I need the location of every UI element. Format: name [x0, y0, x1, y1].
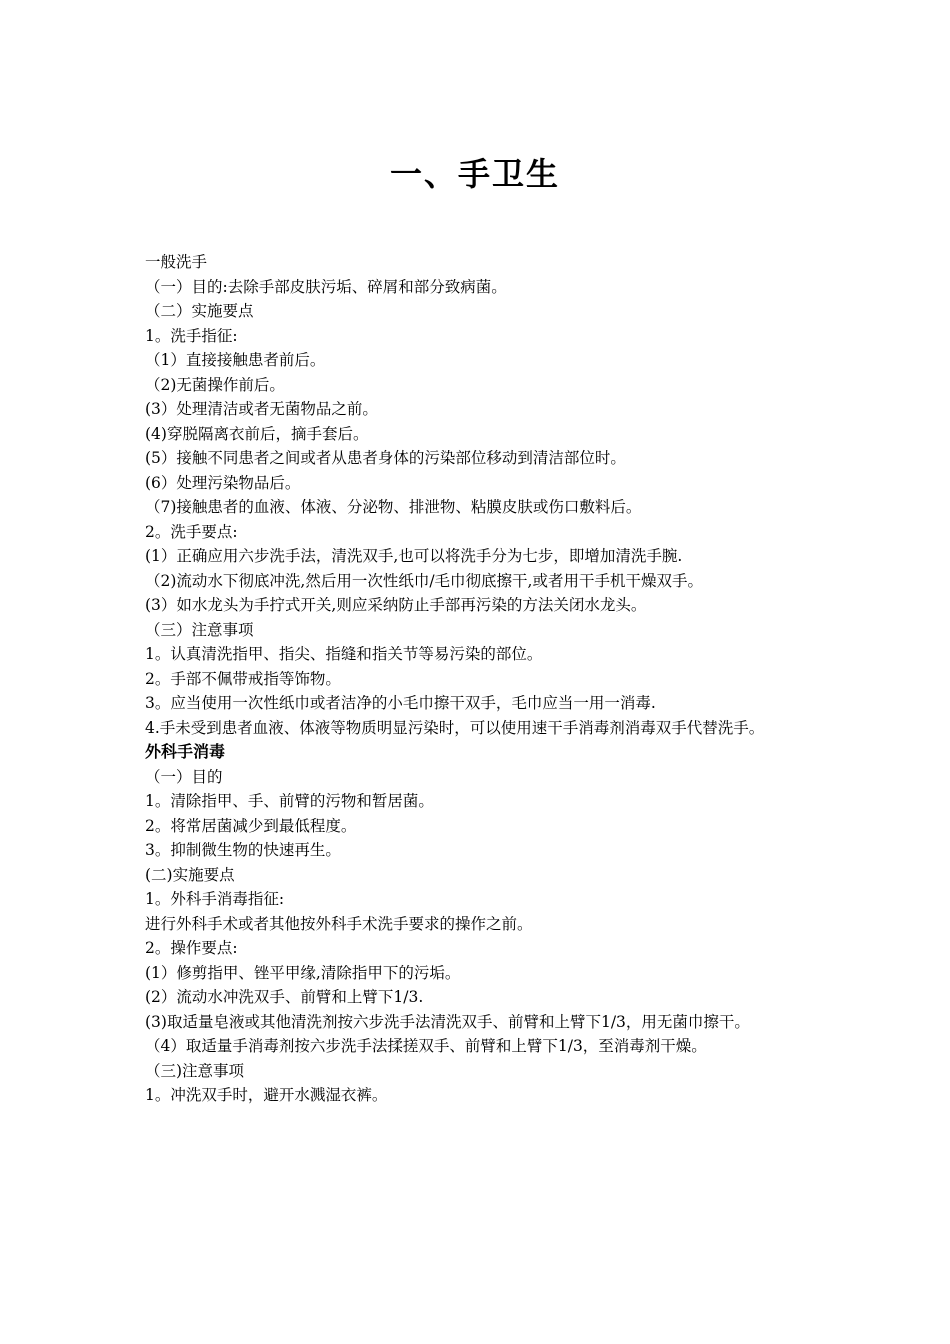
text-line: 进行外科手术或者其他按外科手术洗手要求的操作之前。	[145, 914, 533, 933]
text-line: (5）接触不同患者之间或者从患者身体的污染部位移动到清洁部位时。	[145, 449, 626, 467]
text-line: (3）处理清洁或者无菌物品之前。	[145, 400, 378, 418]
text-line: （2)流动水下彻底冲洗,然后用一次性纸巾/毛巾彻底擦干,或者用干手机干燥双手。	[145, 571, 703, 590]
text-line: (3）如水龙头为手拧式开关,则应采纳防止手部再污染的方法关闭水龙头。	[145, 596, 647, 614]
text-line: 2。将常居菌减少到最低程度。	[145, 816, 357, 835]
text-line: 2。洗手要点:	[145, 522, 238, 541]
text-line: （三）注意事项	[145, 620, 254, 639]
text-line: (1）正确应用六步洗手法，清洗双手,也可以将洗手分为七步，即增加清洗手腕.	[145, 547, 683, 565]
text-line: （一）目的	[145, 767, 223, 786]
text-line: 1。认真清洗指甲、指尖、指缝和指关节等易污染的部位。	[145, 645, 543, 663]
text-line: 2。手部不佩带戒指等饰物。	[145, 669, 341, 688]
text-line: (2）流动水冲洗双手、前臂和上臂下1/3.	[145, 988, 424, 1006]
text-line: 1。外科手消毒指征:	[145, 890, 285, 908]
text-line: (1）修剪指甲、锉平甲缘,清除指甲下的污垢。	[145, 963, 461, 982]
text-line: (6）处理污染物品后。	[145, 473, 301, 492]
text-line: 4.手未受到患者血液、体液等物质明显污染时，可以使用速干手消毒剂消毒双手代替洗手。	[145, 718, 765, 737]
page-title: 一、手卫生	[389, 155, 560, 193]
text-line: (二)实施要点	[145, 865, 235, 884]
text-line: 1。清除指甲、手、前臂的污物和暂居菌。	[145, 792, 434, 810]
text-line: 3。应当使用一次性纸巾或者洁净的小毛巾擦干双手，毛巾应当一用一消毒.	[145, 694, 656, 712]
text-line: （三)注意事项	[145, 1061, 245, 1080]
text-line: （2)无菌操作前后。	[145, 375, 285, 394]
section-heading: 外科手消毒	[145, 742, 226, 761]
text-line: 1。冲洗双手时，避开水溅湿衣裤。	[145, 1086, 388, 1104]
text-line: (3)取适量皂液或其他清洗剂按六步洗手法清洗双手、前臂和上臂下1/3，用无菌巾擦干。	[145, 1012, 750, 1031]
text-line: （4）取适量手消毒剂按六步洗手法揉搓双手、前臂和上臂下1/3，至消毒剂干燥。	[145, 1037, 707, 1055]
text-line: 3。抑制微生物的快速再生。	[145, 841, 341, 859]
text-line: （一）目的:去除手部皮肤污垢、碎屑和部分致病菌。	[145, 277, 507, 296]
text-line: （1）直接接触患者前后。	[145, 351, 326, 369]
text-line: (4)穿脱隔离衣前后，摘手套后。	[145, 424, 369, 443]
text-line: 1。洗手指征:	[145, 326, 238, 345]
text-line: 一般洗手	[145, 253, 208, 271]
text-line: （7)接触患者的血液、体液、分泌物、排泄物、粘膜皮肤或伤口敷料后。	[145, 498, 642, 516]
text-line: 2。操作要点:	[145, 939, 238, 957]
document-body	[145, 250, 820, 1108]
text-line: （二）实施要点	[145, 302, 254, 320]
